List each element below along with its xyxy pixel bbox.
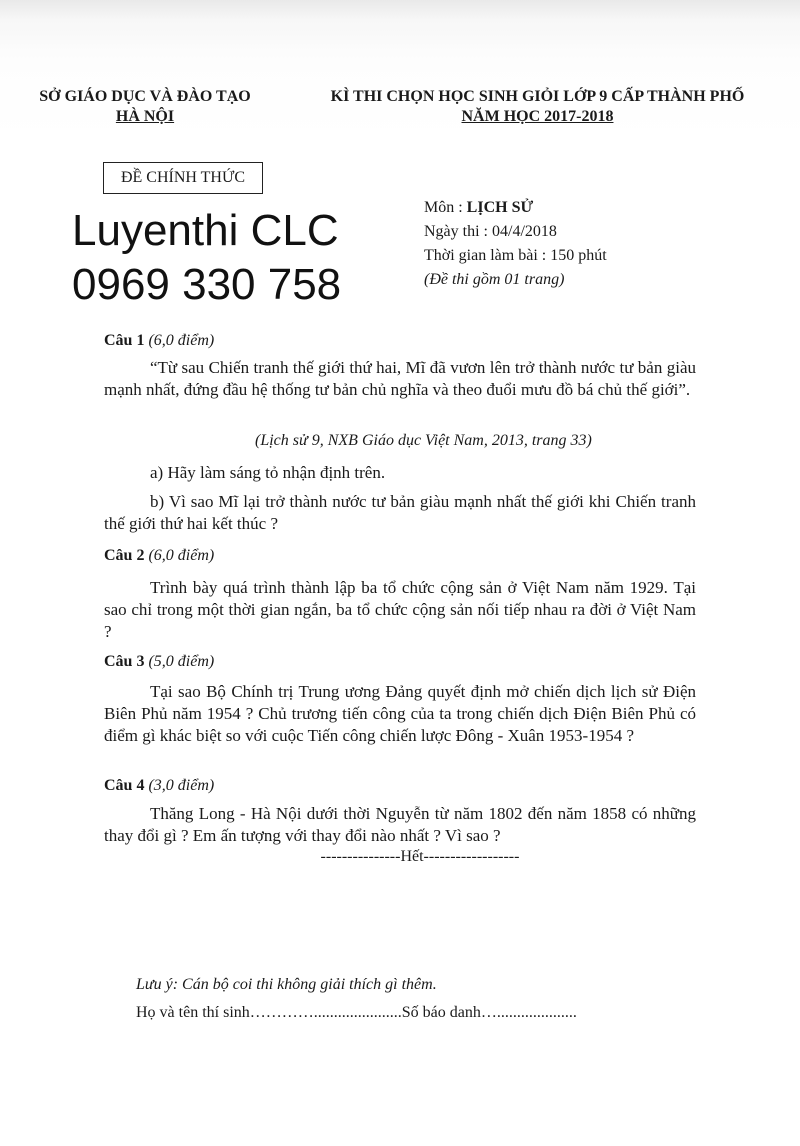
question-1-part-b: b) Vì sao Mĩ lại trở thành nước tư bản giàu mạnh nhất thế giới khi Chiến tranh thế giới thứ hai kết thúc ? — [104, 492, 696, 533]
department-name: SỞ GIÁO DỤC VÀ ĐÀO TẠO — [39, 88, 251, 105]
candidate-info-line: Họ và tên thí sinh…………......................Số báo danh….................... — [136, 1004, 577, 1021]
official-exam-box: ĐỀ CHÍNH THỨC — [103, 162, 263, 194]
question-1-label: Câu 1 — [104, 332, 145, 349]
subject-label: Môn : — [424, 199, 467, 216]
question-1-quote: “Từ sau Chiến tranh thế giới thứ hai, Mĩ đã vươn lên trở thành nước tư bản giàu mạnh nhất, đứng đầu hệ thống tư bản chủ nghĩa và theo đuổi mưu đồ bá chủ thế giới”. — [104, 358, 696, 399]
department-city: HÀ NỘI — [115, 108, 175, 125]
question-2-header — [104, 545, 214, 567]
subject-line — [424, 198, 533, 218]
watermark-brand: Luyenthi CLC — [72, 206, 339, 255]
watermark-phone: 0969 330 758 — [72, 260, 342, 309]
exam-pages-note: (Đề thi gồm 01 trang) — [424, 271, 565, 288]
question-4-points: (3,0 điểm) — [148, 777, 215, 794]
exam-title: KÌ THI CHỌN HỌC SINH GIỎI LỚP 9 CẤP THÀNH PHỐ — [330, 88, 745, 105]
question-1-header — [104, 330, 214, 352]
school-year: NĂM HỌC 2017-2018 — [461, 108, 614, 125]
question-4-text: Thăng Long - Hà Nội dưới thời Nguyễn từ năm 1802 đến năm 1858 có những thay đổi gì ? Em ấn tượng với thay đổi nào nhất ? Vì sao ? — [104, 804, 696, 845]
question-3-header — [104, 651, 214, 673]
question-3-points: (5,0 điểm) — [148, 653, 215, 670]
exam-header — [290, 87, 785, 127]
question-3-text: Tại sao Bộ Chính trị Trung ương Đảng quyết định mở chiến dịch lịch sử Điện Biên Phủ năm 1954 ? Chủ trương tiến công của ta trong chiến dịch Điện Biên Phủ có điểm gì khác biệt so với cuộc Tiến công chiến lược Đông - Xuân 1953-1954 ? — [104, 682, 696, 745]
question-1-source: (Lịch sử 9, NXB Giáo dục Việt Nam, 2013, trang 33) — [255, 432, 592, 449]
question-2-text: Trình bày quá trình thành lập ba tổ chức cộng sản ở Việt Nam năm 1929. Tại sao chỉ trong một thời gian ngắn, ba tổ chức cộng sản nối tiếp nhau ra đời ở Việt Nam ? — [104, 578, 696, 641]
question-2-points: (6,0 điểm) — [148, 547, 215, 564]
proctor-note: Lưu ý: Cán bộ coi thi không giải thích gì thêm. — [136, 976, 437, 993]
question-2-label: Câu 2 — [104, 547, 145, 564]
department-header — [20, 87, 270, 127]
exam-date: Ngày thi : 04/4/2018 — [424, 223, 557, 240]
exam-duration: Thời gian làm bài : 150 phút — [424, 247, 607, 264]
question-1-points: (6,0 điểm) — [148, 332, 215, 349]
question-3-label: Câu 3 — [104, 653, 145, 670]
question-1-part-a: a) Hãy làm sáng tỏ nhận định trên. — [150, 463, 386, 482]
end-marker: ---------------Hết------------------ — [320, 848, 520, 865]
subject-name: LỊCH SỬ — [466, 199, 534, 216]
question-4-header — [104, 775, 214, 797]
question-4-label: Câu 4 — [104, 777, 145, 794]
